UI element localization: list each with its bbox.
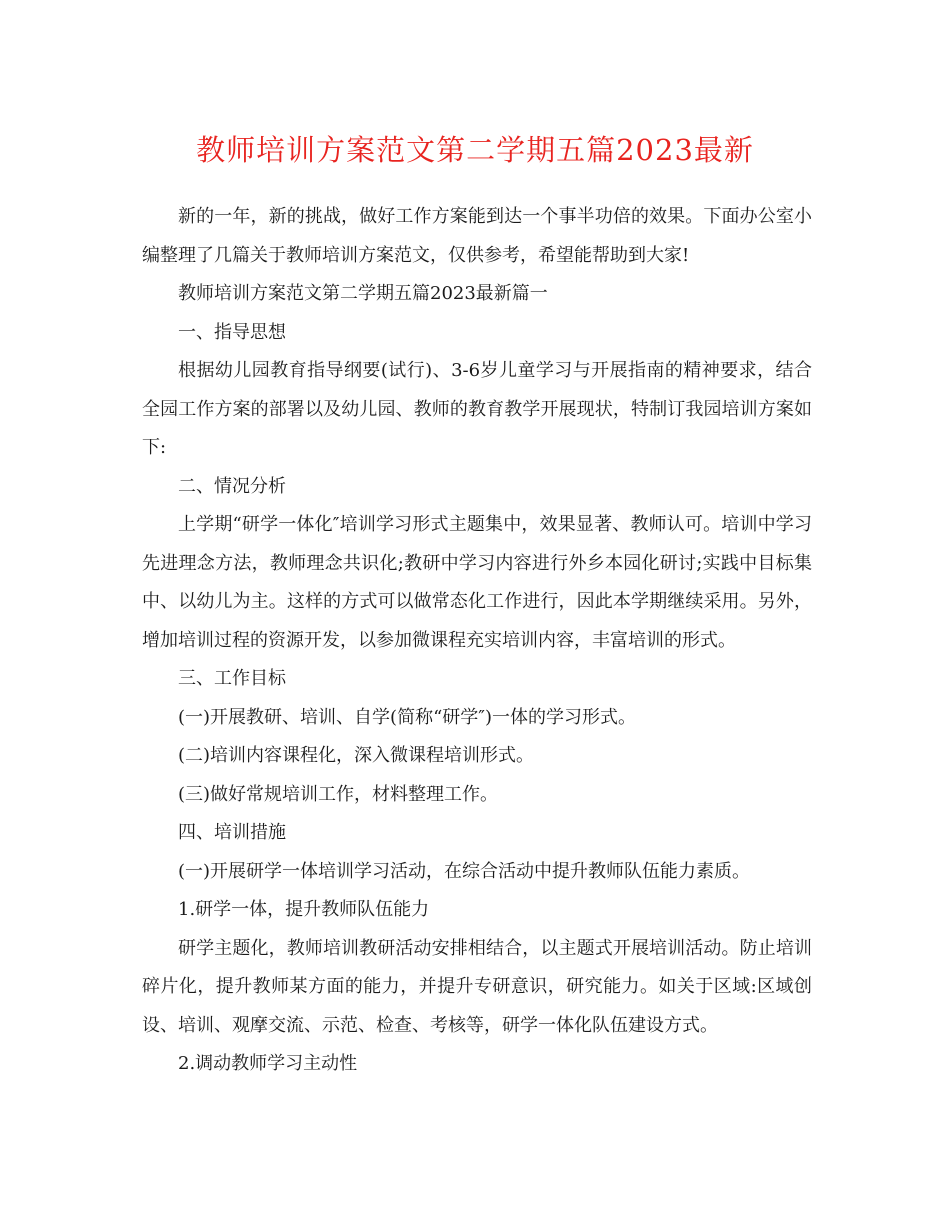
paragraph-guiding-ideology: 根据幼儿园教育指导纲要(试行)、3-6岁儿童学习与开展指南的精神要求，结合全园工作方案的部署以及幼儿园、教师的教育教学开展现状，特制订我园培训方案如下:: [142, 360, 812, 458]
subheading-2: 2.调动教师学习主动性: [178, 1053, 358, 1074]
paragraph-situation-analysis: 上学期“研学一体化″培训学习形式主题集中，效果显著、教师认可。培训中学习先进理念方法，教师理念共识化;教研中学习内容进行外乡本园化研讨;实践中目标集中、以幼儿为主。这样的方式可以做常态化工作进行，因此本学期继续采用。另外，增加培训过程的资源开发，以参加微课程充实培训内容，丰富培训的形式。: [142, 514, 812, 651]
section-heading-part-one: 教师培训方案范文第二学期五篇2023最新篇一: [178, 283, 548, 304]
heading-situation-analysis: 二、情况分析: [178, 475, 286, 497]
document-body: [142, 198, 812, 1084]
heading-work-goals: 三、工作目标: [178, 668, 286, 689]
goal-item-2: (二)培训内容课程化，深入微课程培训形式。: [178, 745, 535, 766]
goal-item-1: (一)开展教研、培训、自学(简称“研学″)一体的学习形式。: [178, 706, 637, 728]
paragraph-research-integration: 研学主题化，教师培训教研活动安排相结合，以主题式开展培训活动。防止培训碎片化，提升教师某方面的能力，并提升专研意识，研究能力。如关于区域:区域创设、培训、观摩交流、示范、检查、考核等，研学一体化队伍建设方式。: [142, 937, 812, 1036]
document-title: 教师培训方案范文第二学期五篇2023最新: [196, 133, 754, 167]
subheading-1: 1.研学一体，提升教师队伍能力: [178, 899, 430, 920]
goal-item-3: (三)做好常规培训工作，材料整理工作。: [178, 783, 499, 805]
intro-paragraph: 新的一年，新的挑战，做好工作方案能到达一个事半功倍的效果。下面办公室小编整理了几篇关于教师培训方案范文，仅供参考，希望能帮助到大家!: [142, 206, 812, 266]
heading-guiding-ideology: 一、指导思想: [178, 321, 286, 343]
measure-item-1: (一)开展研学一体培训学习活动，在综合活动中提升教师队伍能力素质。: [178, 860, 751, 882]
heading-training-measures: 四、培训措施: [178, 822, 286, 843]
